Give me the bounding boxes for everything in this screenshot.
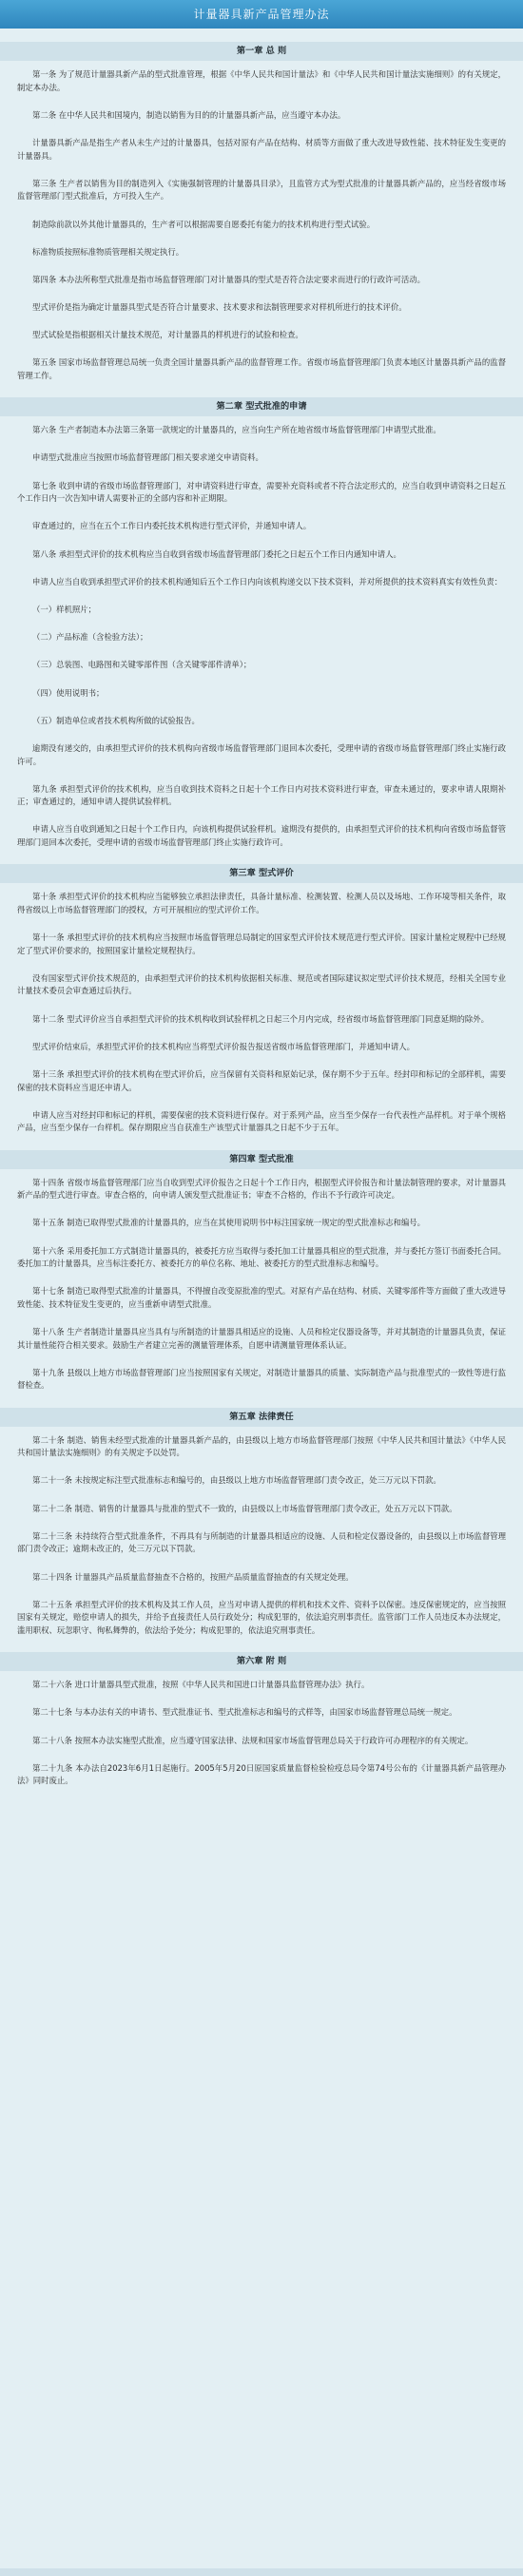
article-paragraph: 型式评价结束后，承担型式评价的技术机构应当将型式评价报告报送省级市场监督管理部门，并通知申请人。 bbox=[32, 1041, 415, 1051]
article-paragraph: 第十六条 采用委托加工方式制造计量器具的，被委托方应当取得与委托加工计量器具相应的型式批准，并与委托方签订书面委托合同。委托加工的计量器具，应当标注委托方、被委托方的单位名称、地址、被委托方的型式批准标志和编号。 bbox=[17, 1245, 506, 1269]
list-item: （一）样机照片； bbox=[32, 604, 96, 614]
article-paragraph: 第二十二条 制造、销售的计量器具与批准的型式不一致的，由县级以上市场监督管理部门责令改正，处五万元以下罚款。 bbox=[32, 1503, 457, 1513]
article-paragraph: 第十八条 生产者制造计量器具应当具有与所制造的计量器具相适应的设施、人员和检定仪器设备等，并对其制造的计量器具负责，保证其计量性能符合相关要求。鼓励生产者建立完善的测量管理体系，自愿申请测量管理体系认证。 bbox=[17, 1327, 506, 1350]
article-paragraph: 第二十六条 进口计量器具型式批准，按照《中华人民共和国进口计量器具监督管理办法》执行。 bbox=[32, 1680, 370, 1690]
article-paragraph: 第十四条 省级市场监督管理部门应当自收到型式评价报告之日起十个工作日内，根据型式评价报告和计量法制管理的要求，对计量器具新产品的型式进行审查。审查合格的，向申请人颁发型式批准证书；审查不合格的，作出不予行政许可决定。 bbox=[17, 1177, 506, 1201]
article-paragraph: 第十九条 县级以上地方市场监督管理部门应当按照国家有关规定，对制造计量器具的质量、实际制造产品与批准型式的一致性等进行监督检查。 bbox=[17, 1367, 506, 1391]
article-paragraph: 第十三条 承担型式评价的技术机构在型式评价后，应当保留有关资料和原始记录，保存期不少于五年。经封印和标记的全部样机，需要保密的技术资料应当退还申请人。 bbox=[17, 1068, 506, 1092]
article-paragraph: 第八条 承担型式评价的技术机构应当自收到省级市场监督管理部门委托之日起五个工作日内通知申请人。 bbox=[32, 548, 401, 559]
list-item: （三）总装图、电路图和关键零部件图（含关键零部件清单）； bbox=[32, 660, 252, 670]
article-paragraph: 第七条 收到申请的省级市场监督管理部门，对申请资料进行审查，需要补充资料或者不符合法定形式的，应当自收到申请资料之日起五个工作日内一次告知申请人需要补正的全部内容和补正期限。 bbox=[17, 480, 506, 504]
article-paragraph: 第一条 为了规范计量器具新产品的型式批准管理，根据《中华人民共和国计量法》和《中华人民共和国计量法实施细则》的有关规定，制定本办法。 bbox=[17, 69, 506, 92]
article-paragraph: 计量器具新产品是指生产者从未生产过的计量器具，包括对原有产品在结构、材质等方面做了重大改进导致性能、技术特征发生变更的计量器具。 bbox=[17, 137, 506, 161]
article-paragraph: 第二十一条 未按规定标注型式批准标志和编号的，由县级以上地方市场监督管理部门责令改正，处三万元以下罚款。 bbox=[32, 1475, 441, 1486]
article-paragraph: 第二条 在中华人民共和国境内，制造以销售为目的的计量器具新产品，应当遵守本办法。 bbox=[32, 109, 346, 120]
list-item: （五）制造单位或者技术机构所做的试验报告。 bbox=[32, 715, 200, 725]
article-paragraph: 第三条 生产者以销售为目的制造列入《实施强制管理的计量器具目录》，且监管方式为型式批准的计量器具新产品的，应当经省级市场监督管理部门型式批准后，方可投入生产。 bbox=[17, 178, 506, 202]
article-paragraph: 第十条 承担型式评价的技术机构应当能够独立承担法律责任，具备计量标准、检测装置、检测人员以及场地、工作环境等相关条件，取得省级以上市场监督管理部门的授权，方可开展相应的型式评价工作。 bbox=[17, 892, 506, 914]
page-title: 计量器具新产品管理办法 bbox=[0, 0, 523, 29]
chapter-heading: 第三章 型式评价 bbox=[0, 864, 523, 883]
article-paragraph: 没有国家型式评价技术规范的，由承担型式评价的技术机构依据相关标准、规范或者国际建议拟定型式评价技术规范，经相关全国专业计量技术委员会审查通过后执行。 bbox=[17, 972, 506, 996]
article-paragraph: 第二十条 制造、销售未经型式批准的计量器具新产品的，由县级以上地方市场监督管理部门按照《中华人民共和国计量法》《中华人民共和国计量法实施细则》的有关规定予以处罚。 bbox=[17, 1434, 506, 1458]
article-paragraph: 第十二条 型式评价应当自承担型式评价的技术机构收到试验样机之日起三个月内完成，经省级市场监督管理部门同意延期的除外。 bbox=[32, 1013, 490, 1024]
chapter-heading: 第一章 总 则 bbox=[0, 42, 523, 61]
list-item: （二）产品标准（含检验方法）； bbox=[32, 632, 148, 643]
article-paragraph: 第二十九条 本办法自2023年6月1日起施行。2005年5月20日原国家质量监督检验检疫总局令第74号公布的《计量器具新产品管理办法》同时废止。 bbox=[17, 1762, 506, 1786]
article-paragraph: 第二十四条 计量器具产品质量监督抽查不合格的，按照产品质量监督抽查的有关规定处理。 bbox=[32, 1571, 354, 1582]
article-paragraph: 第二十三条 未持续符合型式批准条件，不再具有与所制造的计量器具相适应的设施、人员和检定仪器设备的，由县级以上市场监督管理部门责令改正；逾期未改正的，处三万元以下罚款。 bbox=[17, 1530, 506, 1554]
article-paragraph: 申请人应当自收到通知之日起十个工作日内，向该机构提供试验样机。逾期没有提供的，由承担型式评价的技术机构向省级市场监督管理部门退回本次委托，受理申请的省级市场监督管理部门终止实施行政许可。 bbox=[17, 824, 506, 848]
article-paragraph: 第二十五条 承担型式评价的技术机构及其工作人员，应当对申请人提供的样机和技术文件、资料予以保密。违反保密规定的，应当按照国家有关规定，赔偿申请人的损失，并给予直接责任人员行政处分；构成犯罪的，依法追究刑事责任。监管部门工作人员违反本办法规定，滥用职权、玩忽职守、徇私舞弊的，依法给予处分；构成犯罪的，依法追究刑事责任。 bbox=[17, 1599, 506, 1635]
chapter-heading: 第四章 型式批准 bbox=[0, 1150, 523, 1169]
document-body bbox=[0, 29, 523, 1788]
article-paragraph: 申请型式批准应当按照市场监督管理部门相关要求递交申请资料。 bbox=[32, 452, 263, 463]
article-paragraph: 审查通过的，应当在五个工作日内委托技术机构进行型式评价，并通知申请人。 bbox=[32, 521, 312, 531]
article-paragraph: 第十七条 制造已取得型式批准的计量器具，不得擅自改变原批准的型式。对原有产品在结构、材质、关键零部件等方面做了重大改进导致性能、技术特征发生变更的，应当重新申请型式批准。 bbox=[17, 1286, 506, 1309]
footer-band bbox=[0, 2568, 523, 2576]
article-paragraph: 第九条 承担型式评价的技术机构，应当自收到技术资料之日起十个工作日内对技术资料进行审查，审查未通过的，要求申请人限期补正；审查通过的，通知申请人提供试验样机。 bbox=[17, 783, 506, 807]
article-paragraph: 制造除前款以外其他计量器具的，生产者可以根据需要自愿委托有能力的技术机构进行型式试验。 bbox=[32, 219, 376, 229]
chapter-heading: 第六章 附 则 bbox=[0, 1652, 523, 1671]
article-paragraph: 第二十八条 按照本办法实施型式批准，应当遵守国家法律、法规和国家市场监督管理总局关于行政许可办理程序的有关规定。 bbox=[32, 1735, 474, 1745]
article-paragraph: 第十一条 承担型式评价的技术机构应当按照市场监督管理总局制定的国家型式评价技术规范进行型式评价。国家计量检定规程中已经规定了型式评价要求的，按照国家计量检定规程执行。 bbox=[17, 932, 506, 955]
article-paragraph: 申请人应当自收到承担型式评价的技术机构通知后五个工作日内向该机构递交以下技术资料，并对所提供的技术资料真实有效性负责： bbox=[32, 576, 503, 586]
article-paragraph: 标准物质按照标准物质管理相关规定执行。 bbox=[32, 246, 184, 257]
article-paragraph: 第五条 国家市场监督管理总局统一负责全国计量器具新产品的监督管理工作。省级市场监督管理部门负责本地区计量器具新产品的监督管理工作。 bbox=[17, 357, 506, 381]
article-paragraph: 第十五条 制造已取得型式批准的计量器具的，应当在其使用说明书中标注国家统一规定的型式批准标志和编号。 bbox=[32, 1218, 426, 1228]
article-paragraph: 第六条 生产者制造本办法第三条第一款规定的计量器具的，应当向生产所在地省级市场监督管理部门申请型式批准。 bbox=[32, 425, 441, 435]
chapter-heading: 第二章 型式批准的申请 bbox=[0, 397, 523, 416]
article-paragraph: 型式试验是指根据相关计量技术规范，对计量器具的样机进行的试验和检查。 bbox=[32, 330, 303, 340]
article-paragraph: 第四条 本办法所称型式批准是指市场监督管理部门对计量器具的型式是否符合法定要求而进行的行政许可活动。 bbox=[32, 274, 426, 284]
chapter-heading: 第五章 法律责任 bbox=[0, 1408, 523, 1427]
article-paragraph: 逾期没有递交的，由承担型式评价的技术机构向省级市场监督管理部门退回本次委托，受理申请的省级市场监督管理部门终止实施行政许可。 bbox=[17, 742, 506, 766]
article-paragraph: 型式评价是指为确定计量器具型式是否符合计量要求、技术要求和法制管理要求对样机所进行的技术评价。 bbox=[32, 302, 407, 313]
list-item: （四）使用说明书； bbox=[32, 687, 105, 698]
article-paragraph: 申请人应当对经封印和标记的样机，需要保密的技术资料进行保存。对于系列产品，应当至少保存一台代表性产品样机。对于单个规格产品，应当至少保存一台样机。保存期限应当自获准生产该型式计量器具之日起不少于五年。 bbox=[17, 1109, 506, 1133]
article-paragraph: 第二十七条 与本办法有关的申请书、型式批准证书、型式批准标志和编号的式样等，由国家市场监督管理总局统一规定。 bbox=[32, 1707, 457, 1718]
